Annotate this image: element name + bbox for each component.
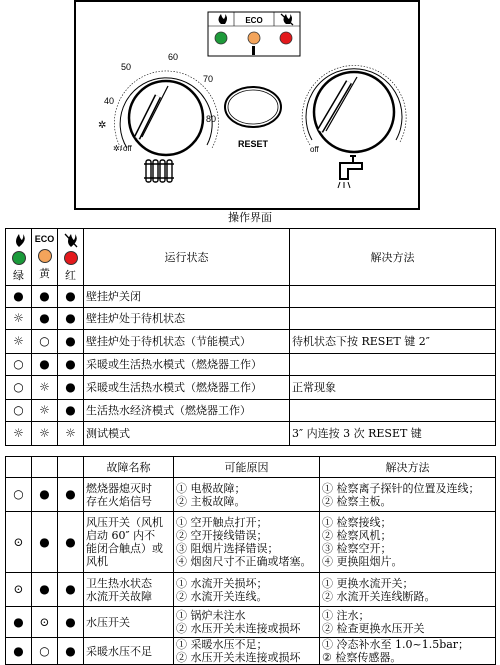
led-green [215, 32, 227, 44]
status-state: 生活热水经济模式（燃烧器工作） [84, 400, 290, 422]
lamp-yellow-state: ● [32, 308, 58, 330]
lamp-yellow-state: ● [32, 354, 58, 376]
heating-off-label: off [123, 144, 132, 153]
fault-row [6, 607, 496, 638]
fault-cause: ① 空开触点打开； ② 空开接线错误； ③ 阻烟片选择错误； ④ 烟囱尺寸不正确或堵塞。 [174, 512, 320, 573]
lamp-yellow-state: ☼ [32, 376, 58, 400]
fault-name: 卫生热水状态 水流开关故障 [84, 573, 174, 607]
lamp-yellow-state: ● [32, 478, 58, 512]
lamp-green-state: ● [6, 638, 32, 665]
led-green-icon [12, 251, 26, 265]
fault-cause: ① 锅炉未注水 ② 水压开关未连接或损坏 [174, 607, 320, 638]
status-state: 壁挂炉关闭 [84, 286, 290, 308]
status-state: 壁挂炉处于待机状态 [84, 308, 290, 330]
reset-button[interactable] [225, 87, 281, 127]
snowflake-icon: ✲ [98, 120, 107, 131]
fault-cause: ① 电极故障； ② 主板故障。 [174, 478, 320, 512]
heating-scale-70: 70 [203, 74, 214, 84]
status-solution [290, 308, 496, 330]
lamp-green-state: ☼ [6, 422, 32, 446]
fault-solution: ① 检察离子探针的位置及连线； ② 检察主板。 [320, 478, 496, 512]
lamp-red-state: ● [58, 308, 84, 330]
status-row [6, 308, 496, 330]
lamp-yellow-state: ● [32, 573, 58, 607]
lamp-red-state: ● [58, 607, 84, 638]
col-header-cause: 可能原因 [174, 457, 320, 478]
fault-name: 风压开关（风机 启动 60″ 内不 能闭合触点）或 风机 [84, 512, 174, 573]
reset-label: RESET [237, 139, 269, 149]
fault-solution: ① 注水； ② 检查更换水压开关 [320, 607, 496, 638]
lamp-red-state: ● [58, 400, 84, 422]
col-header-fault: 故障名称 [84, 457, 174, 478]
lamp-green-state: ○ [6, 478, 32, 512]
status-table [5, 228, 496, 446]
fault-row [6, 638, 496, 665]
status-row [6, 400, 496, 422]
lamp-green-state: ☼ [6, 308, 32, 330]
figure-caption: 操作界面 [228, 211, 272, 224]
lamp-yellow-state: ○ [32, 638, 58, 665]
lamp-green-state: ⊙ [6, 573, 32, 607]
fault-header-row [6, 457, 496, 478]
svg-text:/: / [120, 144, 123, 153]
lamp-green-state: ● [6, 607, 32, 638]
lamp-yellow-state: ○ [32, 330, 58, 354]
lamp-red-state: ● [58, 573, 84, 607]
flame-icon [12, 232, 26, 248]
col-header-fault-solution: 解决方法 [320, 457, 496, 478]
lamp-red-header: 红 [58, 229, 84, 286]
lamp-yellow-header: ECO 黄 [32, 229, 58, 286]
lamp-red-state: ☼ [58, 422, 84, 446]
fault-name: 采暖水压不足 [84, 638, 174, 665]
lamp-red-state: ● [58, 286, 84, 308]
fault-solution: ① 冷态补水至 1.0~1.5bar； ② 检察传感器。 [320, 638, 496, 665]
lamp-yellow-state: ☼ [32, 422, 58, 446]
fault-name: 燃烧器熄灭时 存在火焰信号 [84, 478, 174, 512]
lamp-yellow-state: ☼ [32, 400, 58, 422]
status-solution [290, 286, 496, 308]
status-header-row [6, 229, 496, 286]
lamp-green-state: ○ [6, 354, 32, 376]
led-red [280, 32, 292, 44]
fault-solution: ① 更换水流开关； ② 水流开关连线断路。 [320, 573, 496, 607]
snowflake-icon-small: ✲ [113, 144, 120, 153]
status-state: 测试模式 [84, 422, 290, 446]
water-off-label: off [310, 145, 319, 154]
led-yellow-icon [38, 249, 52, 263]
lamp-red-state: ● [58, 376, 84, 400]
fault-row [6, 573, 496, 607]
status-solution: 3″ 内连按 3 次 RESET 键 [290, 422, 496, 446]
lamp-green-state: ⊙ [6, 512, 32, 573]
fault-row [6, 512, 496, 573]
fault-cause: ① 采暖水压不足； ② 水压开关未连接或损坏 [174, 638, 320, 665]
status-row [6, 354, 496, 376]
lamp-green-state: ○ [6, 376, 32, 400]
lamp-red-state: ● [58, 354, 84, 376]
fault-name: 水压开关 [84, 607, 174, 638]
control-panel [74, 0, 420, 210]
status-state: 采暖或生活热水模式（燃烧器工作） [84, 376, 290, 400]
col-header-state: 运行状态 [84, 229, 290, 286]
status-row [6, 286, 496, 308]
status-solution: 正常现象 [290, 376, 496, 400]
eco-label: ECO [245, 16, 263, 25]
status-state: 壁挂炉处于待机状态（节能模式） [84, 330, 290, 354]
lamp-green-header: 绿 [6, 229, 32, 286]
led-yellow [248, 32, 260, 44]
heating-scale-40: 40 [104, 96, 115, 106]
eco-label: ECO [34, 234, 55, 244]
status-solution [290, 354, 496, 376]
status-solution: 待机状态下按 RESET 键 2″ [290, 330, 496, 354]
fault-cause: ① 水流开关损坏； ② 水流开关连线。 [174, 573, 320, 607]
status-state: 采暖或生活热水模式（燃烧器工作） [84, 354, 290, 376]
fault-solution: ① 检察接线； ② 检察风机； ③ 检察空开； ④ 更换阻烟片。 [320, 512, 496, 573]
lamp-red-state: ● [58, 638, 84, 665]
flame-crossed-icon [64, 232, 78, 248]
lamp-green-state: ☼ [6, 330, 32, 354]
lamp-red-state: ● [58, 478, 84, 512]
lamp-green-state: ● [6, 286, 32, 308]
lamp-red-state: ● [58, 330, 84, 354]
status-row [6, 422, 496, 446]
lamp-yellow-state: ⊙ [32, 607, 58, 638]
col-header-solution: 解决方法 [290, 229, 496, 286]
lamp-yellow-state: ● [32, 286, 58, 308]
heating-scale-50: 50 [121, 62, 132, 72]
status-row [6, 330, 496, 354]
heating-scale-80: 80 [206, 114, 217, 124]
lamp-red-state: ● [58, 512, 84, 573]
status-solution [290, 400, 496, 422]
fault-row [6, 478, 496, 512]
lamp-green-state: ○ [6, 400, 32, 422]
lamp-yellow-state: ● [32, 512, 58, 573]
heating-scale-60: 60 [168, 52, 179, 62]
led-red-icon [64, 251, 78, 265]
fault-table [5, 456, 496, 665]
status-row [6, 376, 496, 400]
